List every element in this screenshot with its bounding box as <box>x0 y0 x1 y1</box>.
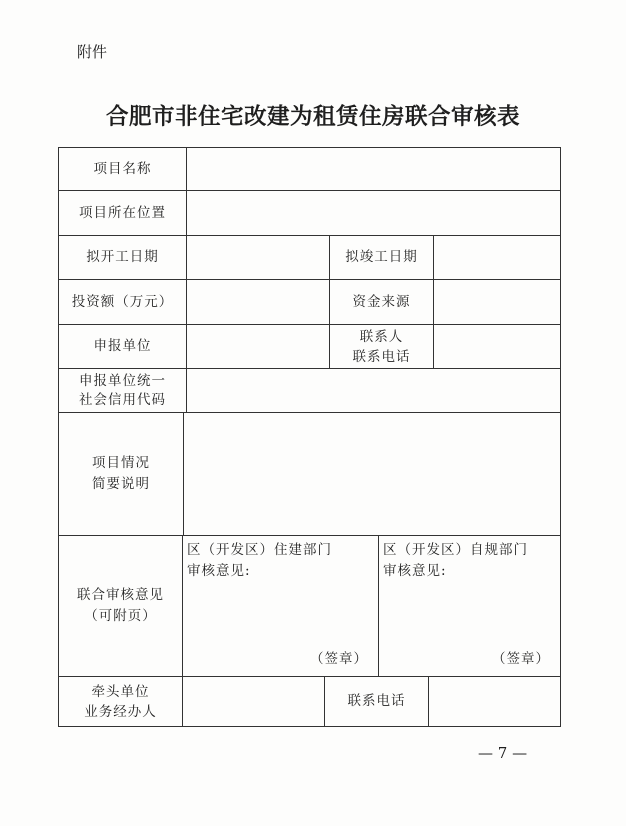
contact-person-label: 联系人 <box>359 328 404 345</box>
planning-dept-review-label: 审核意见: <box>383 563 447 579</box>
housing-dept-opinion-box[interactable] <box>183 536 379 677</box>
summary-field[interactable] <box>184 413 560 536</box>
planned-start-date-label: 拟开工日期 <box>59 236 187 280</box>
lead-unit-label-line2: 业务经办人 <box>84 703 157 720</box>
lead-unit-label <box>59 677 183 726</box>
planned-completion-date-label: 拟竣工日期 <box>330 236 434 280</box>
funding-source-label: 资金来源 <box>330 280 434 325</box>
credit-code-label-line2: 社会信用代码 <box>79 391 166 408</box>
lead-unit-field[interactable] <box>183 677 325 726</box>
project-location-label: 项目所在位置 <box>59 191 187 236</box>
project-name-label: 项目名称 <box>59 148 187 191</box>
project-location-field[interactable] <box>187 191 560 236</box>
summary-label-line1: 项目情况 <box>92 455 150 471</box>
housing-dept-review-label: 审核意见: <box>187 563 251 579</box>
investment-label: 投资额（万元） <box>59 280 187 325</box>
applicant-unit-field[interactable] <box>187 325 330 369</box>
lead-unit-label-line1: 牵头单位 <box>91 683 150 700</box>
joint-review-label-line2: （可附页） <box>84 608 157 624</box>
summary-label <box>59 413 184 536</box>
planned-start-date-field[interactable] <box>187 236 330 280</box>
project-name-field[interactable] <box>187 148 560 191</box>
planning-dept-name: 区（开发区）自规部门 <box>383 542 528 558</box>
planning-dept-seal: （签章） <box>492 651 550 667</box>
summary-label-line2: 简要说明 <box>92 476 150 492</box>
attachment-label: 附件 <box>77 43 108 61</box>
contact-label <box>330 325 434 369</box>
joint-review-label <box>59 536 183 677</box>
form-title: 合肥市非住宅改建为租赁住房联合审核表 <box>105 104 520 130</box>
contact-field[interactable] <box>434 325 560 369</box>
joint-review-label-line1: 联合审核意见 <box>77 587 164 603</box>
planning-dept-opinion-box[interactable] <box>379 536 560 677</box>
lead-contact-phone-field[interactable] <box>429 677 560 726</box>
credit-code-label <box>59 369 187 413</box>
credit-code-label-line1: 申报单位统一 <box>79 372 166 389</box>
review-form-table <box>58 147 561 727</box>
applicant-unit-label: 申报单位 <box>59 325 187 369</box>
housing-dept-name: 区（开发区）住建部门 <box>187 542 332 558</box>
housing-dept-seal: （签章） <box>310 651 368 667</box>
credit-code-field[interactable] <box>187 369 560 413</box>
contact-phone-label: 联系电话 <box>352 348 411 365</box>
funding-source-field[interactable] <box>434 280 560 325</box>
lead-contact-phone-label: 联系电话 <box>325 677 429 726</box>
investment-field[interactable] <box>187 280 330 325</box>
planned-completion-date-field[interactable] <box>434 236 560 280</box>
page-number: — 7 — <box>478 744 528 762</box>
